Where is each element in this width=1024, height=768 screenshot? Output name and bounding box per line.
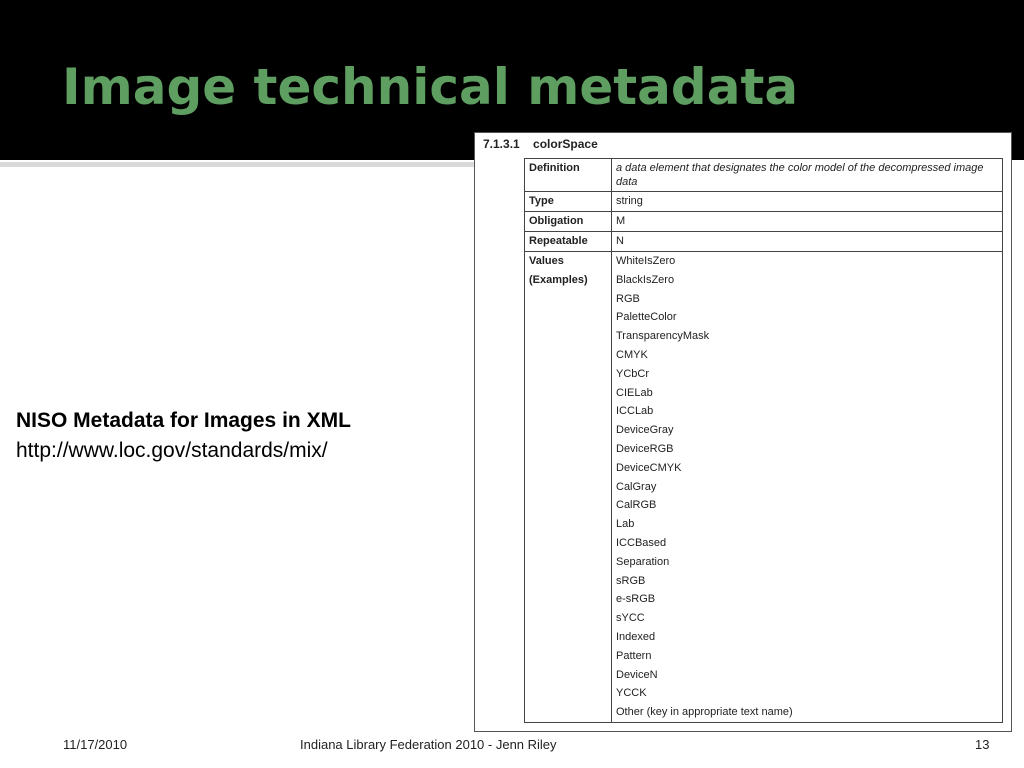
type-value: string: [612, 192, 1003, 212]
obligation-value: M: [612, 212, 1003, 232]
repeatable-label: Repeatable: [525, 232, 612, 252]
spec-heading: [483, 137, 598, 151]
spec-image: [474, 132, 1012, 732]
value-item: CIELab: [616, 386, 653, 399]
type-row: [525, 192, 1003, 212]
value-item: Indexed: [616, 630, 656, 643]
spec-section-number: 7.1.3.1: [483, 137, 520, 151]
value-item: DeviceGray: [616, 424, 674, 437]
value-item: YCCK: [616, 687, 647, 700]
type-label: Type: [525, 192, 612, 212]
footer-page-number: 13: [975, 737, 990, 752]
slide-title: Image technical metadata: [62, 58, 799, 116]
definition-label: Definition: [525, 159, 612, 192]
definition-value: a data element that designates the color model of the decompressed image data: [612, 159, 1003, 192]
reference-title: NISO Metadata for Images in XML: [16, 409, 351, 432]
value-item: sRGB: [616, 574, 646, 587]
title-underline: [0, 162, 475, 167]
values-cell: [612, 252, 1003, 723]
values-label: [525, 252, 612, 723]
value-item: PaletteColor: [616, 311, 677, 324]
repeatable-value: N: [612, 232, 1003, 252]
value-item: CalRGB: [616, 499, 657, 512]
value-item: RGB: [616, 292, 640, 305]
values-label-line2: (Examples): [529, 273, 588, 286]
definition-row: [525, 159, 1003, 192]
value-item: BlackIsZero: [616, 273, 675, 286]
value-item: ICCBased: [616, 536, 667, 549]
value-item: YCbCr: [616, 367, 650, 380]
value-item: Lab: [616, 518, 635, 531]
repeatable-row: [525, 232, 1003, 252]
value-item: DeviceN: [616, 668, 658, 681]
reference-url[interactable]: http://www.loc.gov/standards/mix/: [16, 439, 328, 462]
value-item: e-sRGB: [616, 593, 656, 606]
value-item: sYCC: [616, 612, 645, 625]
values-label-line1: Values: [529, 255, 564, 267]
footer-presenter: Indiana Library Federation 2010 - Jenn Riley: [300, 737, 557, 752]
footer-date: 11/17/2010: [63, 737, 128, 752]
value-item: DeviceCMYK: [616, 461, 682, 474]
values-row: [525, 252, 1003, 723]
value-item: Pattern: [616, 649, 652, 662]
value-item: TransparencyMask: [616, 330, 710, 343]
spec-element-name: colorSpace: [533, 137, 598, 151]
value-item: DeviceRGB: [616, 442, 674, 455]
value-item: WhiteIsZero: [616, 255, 676, 267]
obligation-row: [525, 212, 1003, 232]
value-item: CalGray: [616, 480, 657, 493]
value-item: Other (key in appropriate text name): [616, 706, 793, 719]
obligation-label: Obligation: [525, 212, 612, 232]
value-item: Separation: [616, 555, 670, 568]
value-item: CMYK: [616, 348, 648, 361]
spec-table: [524, 158, 1003, 723]
value-item: ICCLab: [616, 405, 654, 418]
values-list: [616, 252, 998, 722]
reference-block: [16, 406, 351, 466]
